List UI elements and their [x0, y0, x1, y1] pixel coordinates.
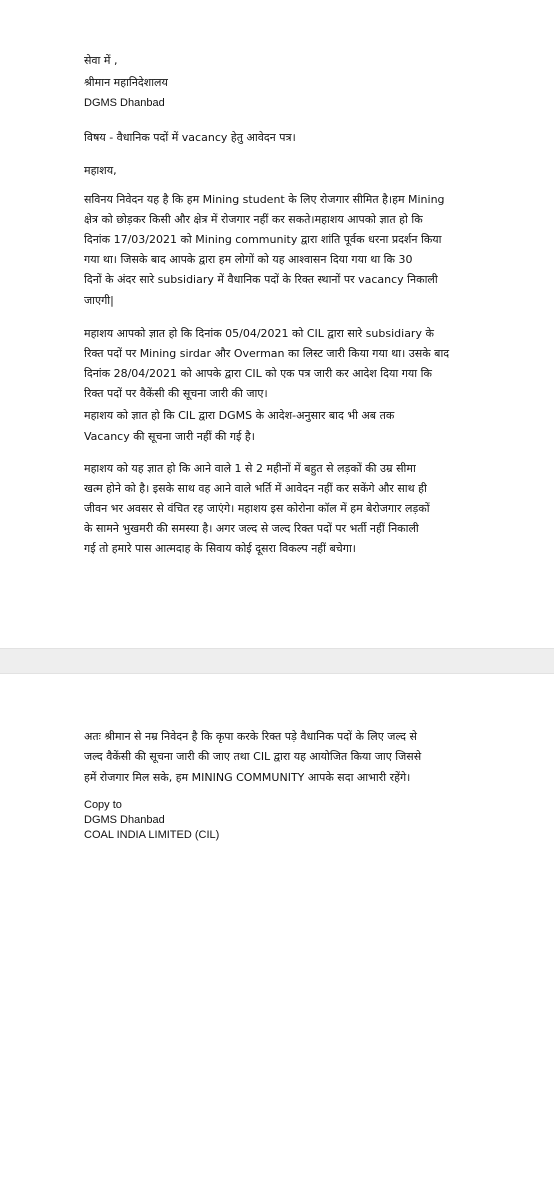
- recipient-office: DGMS Dhanbad: [84, 97, 165, 109]
- para4-line: अतः श्रीमान से नम्र निवेदन है कि कृपा करके रिक्त पड़े वैधानिक पदों के लिए जल्द से: [84, 730, 417, 743]
- para1-line: सविनय निवेदन यह है कि हम Mining student के लिए रोजगार सीमित है।हम Mining: [84, 193, 445, 206]
- para2-line: महाशय आपको ज्ञात हो कि दिनांक 05/04/2021 को CIL द्वारा सारे subsidiary के: [84, 327, 434, 340]
- para3-line: महाशय को यह ज्ञात हो कि आने वाले 1 से 2 महीनों में बहुत से लड़कों की उम्र सीमा: [84, 462, 416, 475]
- page-separator: [0, 648, 554, 674]
- recipient-title: श्रीमान महानिदेशालय: [84, 76, 168, 89]
- para2-line: रिक्त पदों पर Mining sirdar और Overman का लिस्ट जारी किया गया था। उसके बाद: [84, 347, 450, 360]
- para4-line: जल्द वैकेंसी की सूचना जारी की जाए तथा CIL द्वारा यह आयोजित किया जाए जिससे: [84, 750, 422, 763]
- para2-line: रिक्त पदों पर वैकेंसी की सूचना जारी की जाए।: [84, 387, 268, 400]
- para1-line: क्षेत्र को छोड़कर किसी और क्षेत्र में रोजगार नहीं कर सकते।महाशय आपको ज्ञात हो कि: [84, 213, 423, 226]
- copy-to-label: Copy to: [84, 799, 122, 811]
- para3-line: खत्म होने को है। इसके साथ वह आने वाले भर्ति में आवेदन नहीं कर सकेंगे और साथ ही: [84, 482, 427, 495]
- para4-line: हमें रोजगार मिल सके, हम MINING COMMUNITY आपके सदा आभारी रहेंगे।: [84, 771, 411, 784]
- para1-line: दिनों के अंदर सारे subsidiary में वैधानिक पदों के रिक्त स्थानों पर vacancy निकाली: [84, 273, 438, 286]
- subject-line: विषय - वैधानिक पदों में vacancy हेतु आवेदन पत्र।: [84, 131, 296, 144]
- para3-line: के सामने भुखमरी की समस्या है। अगर जल्द से जल्द रिक्त पदों पर भर्ती नहीं निकाली: [84, 522, 419, 535]
- para1-line: गया था। जिसके बाद आपके द्वारा हम लोगों को यह आश्वासन दिया गया था कि 30: [84, 253, 413, 266]
- para3-line: गई तो हमारे पास आत्मदाह के सिवाय कोई दूसरा विकल्प नहीं बचेगा।: [84, 542, 356, 555]
- letter-page-2: [0, 674, 554, 1200]
- greeting: महाशय,: [84, 164, 117, 177]
- para2-line: Vacancy की सूचना जारी नहीं की गई है।: [84, 430, 255, 443]
- copy-recipient: COAL INDIA LIMITED (CIL): [84, 829, 220, 841]
- para1-line: जाएगी|: [84, 294, 114, 307]
- salutation-to: सेवा में ,: [84, 54, 118, 67]
- para1-line: दिनांक 17/03/2021 को Mining community द्वारा शांति पूर्वक धरना प्रदर्शन किया: [84, 233, 442, 246]
- copy-recipient: DGMS Dhanbad: [84, 814, 165, 826]
- para2-line: दिनांक 28/04/2021 को आपके द्वारा CIL को एक पत्र जारी कर आदेश दिया गया कि: [84, 367, 432, 380]
- para2-line: महाशय को ज्ञात हो कि CIL द्वारा DGMS के आदेश-अनुसार बाद भी अब तक: [84, 409, 395, 422]
- para3-line: जीवन भर अवसर से वंचित रह जाएंगे। महाशय इस कोरोना कॉल में हम बेरोजगार लड़कों: [84, 502, 430, 515]
